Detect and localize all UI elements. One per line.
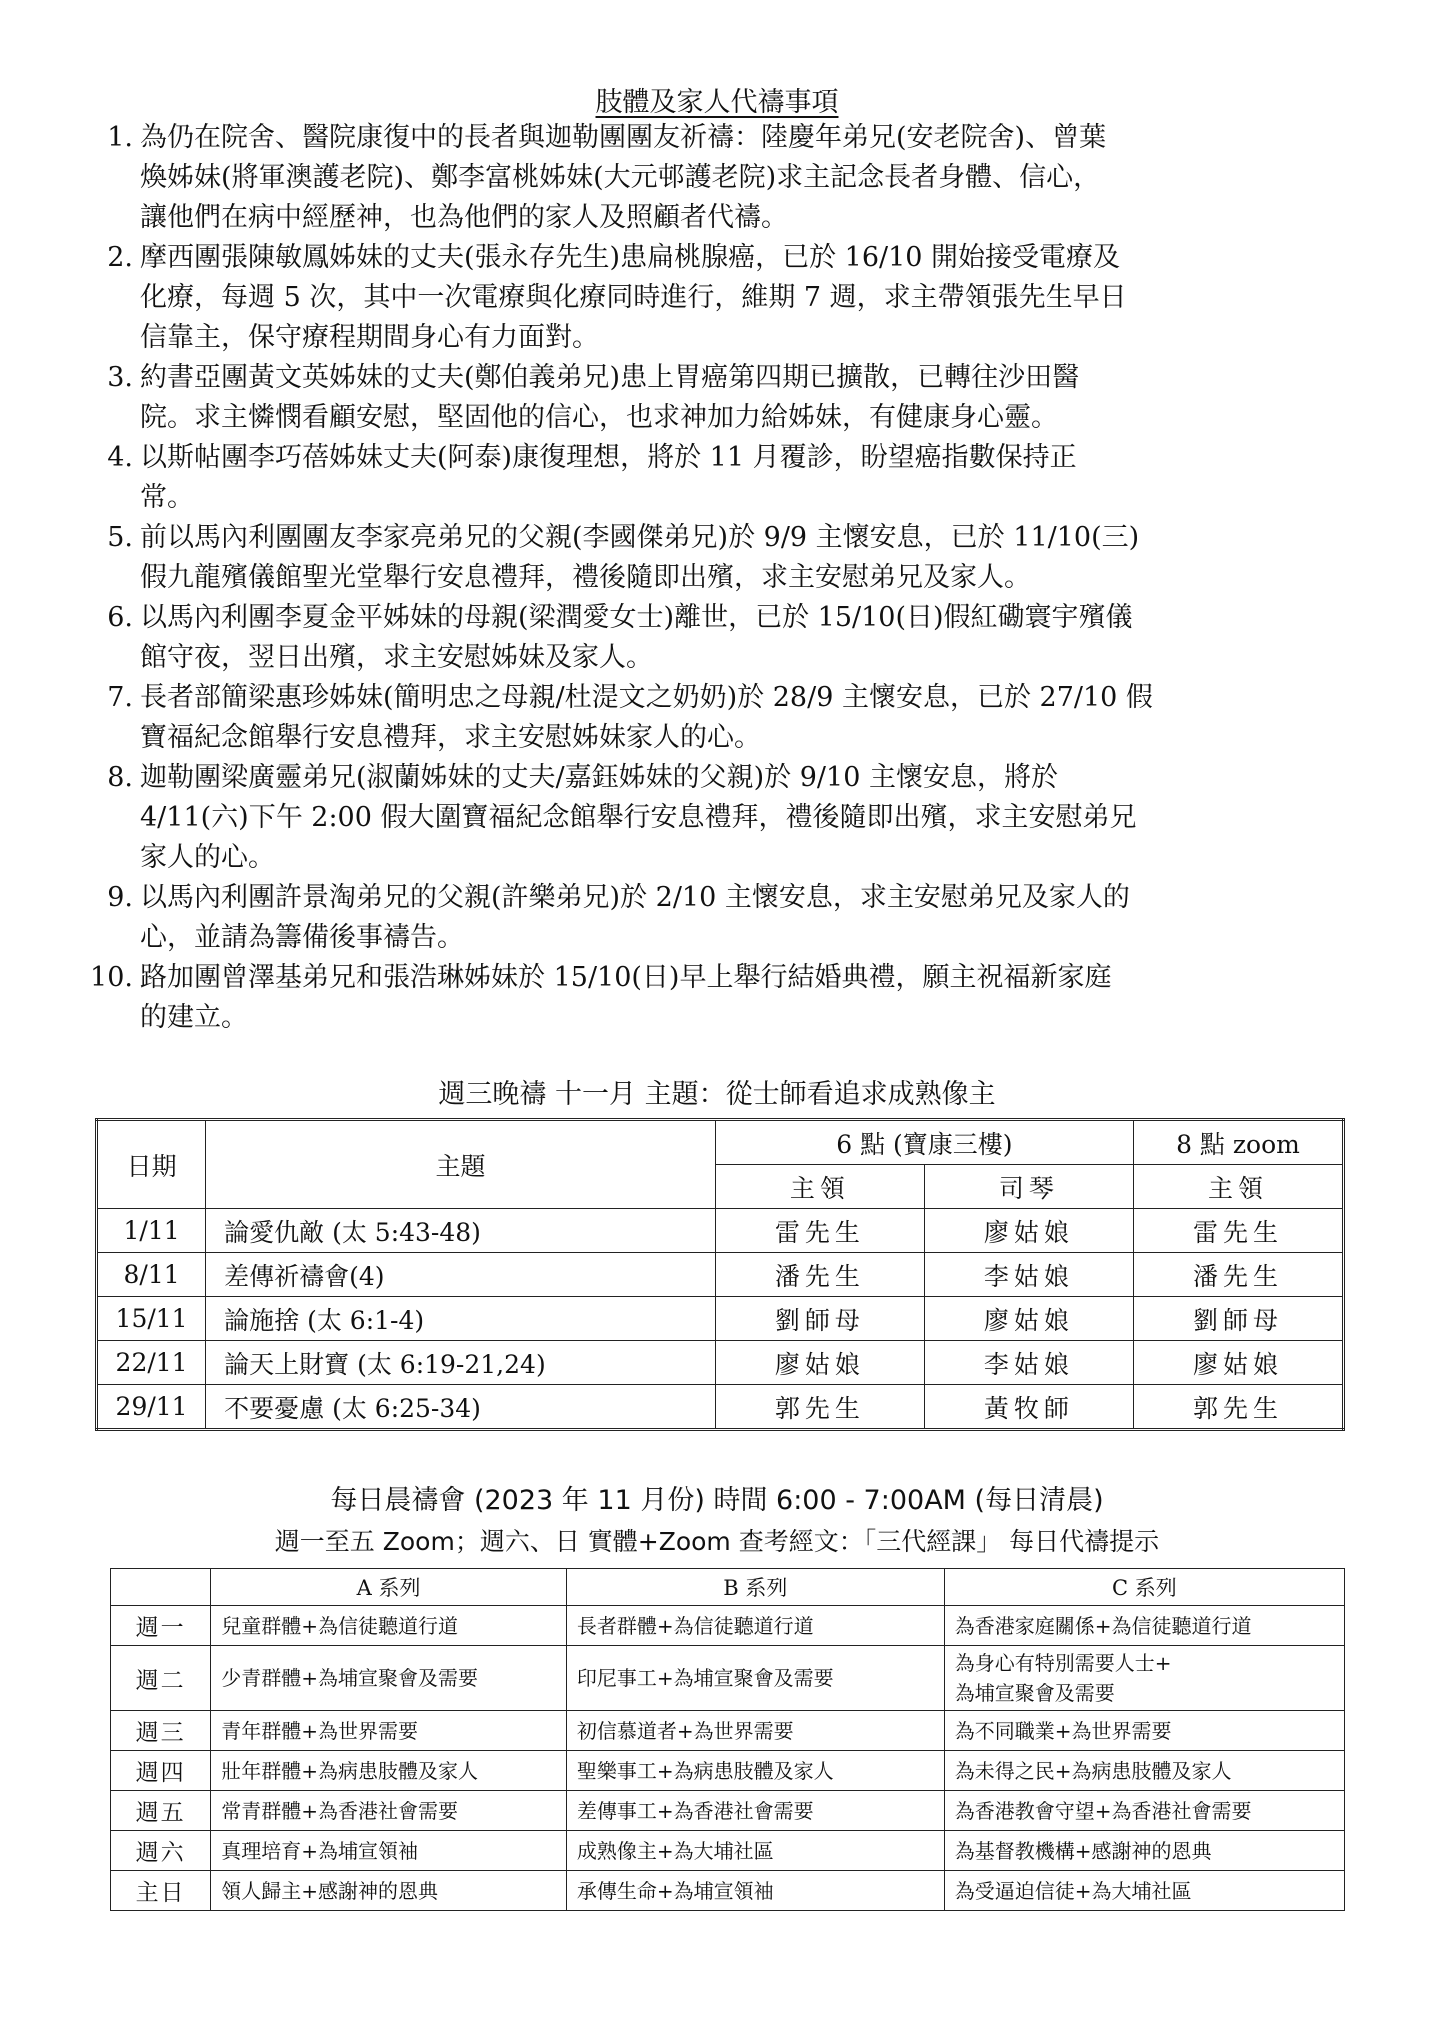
wednesday-title: 週三晚禱 十一月 主題：從士師看追求成熟像主: [438, 1079, 996, 1110]
header-topic: 主題: [206, 1120, 716, 1209]
row-series-b: 初信慕道者+為世界需要: [566, 1711, 944, 1751]
header-day: [111, 1569, 211, 1606]
wednesday-prayer-table: [95, 1118, 1345, 1431]
list-item: 4. 以斯帖團李巧蓓姊妹丈夫(阿泰)康復理想，將於 11 月覆診，盼望癌指數保持正 常。: [107, 442, 1077, 513]
row-series-a: 兒童群體+為信徒聽道行道: [211, 1606, 567, 1646]
row-day: 週六: [111, 1831, 211, 1871]
row-series-c: 為基督教機構+感謝神的恩典: [944, 1831, 1344, 1871]
row-day: 週三: [111, 1711, 211, 1751]
table-row: [111, 1751, 1345, 1791]
row-piano: 廖姑娘: [924, 1209, 1133, 1253]
row-series-b: 長者群體+為信徒聽道行道: [566, 1606, 944, 1646]
header-series-c: C 系列: [944, 1569, 1344, 1606]
row-date: 29/11: [97, 1385, 206, 1430]
row-topic: 差傳祈禱會(4): [206, 1253, 716, 1297]
prayer-list: [75, 118, 1365, 1038]
header-lead-zoom: 主領: [1133, 1165, 1343, 1209]
row-series-c: 為身心有特別需要人士+ 為埔宣聚會及需要: [944, 1646, 1344, 1711]
header-series-a: A 系列: [211, 1569, 567, 1606]
header-lead: 主領: [715, 1165, 924, 1209]
row-day: 週五: [111, 1791, 211, 1831]
row-day: 週一: [111, 1606, 211, 1646]
row-piano: 李姑娘: [924, 1253, 1133, 1297]
row-zoom-lead: 郭先生: [1133, 1385, 1343, 1430]
table-row: [97, 1209, 1344, 1253]
row-date: 8/11: [97, 1253, 206, 1297]
list-item: 2. 摩西團張陳敏鳳姊妹的丈夫(張永存先生)患扁桃腺癌，已於 16/10 開始接受電療及 化療，每週 5 次，其中一次電療與化療同時進行，維期 7 週，求主帶領張先生早日 信靠主，保守療程期間身心有力面對。: [107, 242, 1127, 353]
row-series-c: 為香港家庭關係+為信徒聽道行道: [944, 1606, 1344, 1646]
table-row: [111, 1871, 1345, 1911]
row-series-b: 差傳事工+為香港社會需要: [566, 1791, 944, 1831]
table-row: [97, 1385, 1344, 1430]
morning-title: 每日晨禱會 (2023 年 11 月份) 時間 6:00 - 7:00AM (每日清晨): [330, 1485, 1104, 1516]
header-piano: 司琴: [924, 1165, 1133, 1209]
row-series-a: 青年群體+為世界需要: [211, 1711, 567, 1751]
morning-subtitle: 週一至五 Zoom；週六、日 實體+Zoom 查考經文：「三代經課」 每日代禱提示: [274, 1527, 1160, 1556]
table-row: [111, 1831, 1345, 1871]
morning-prayer-table: [110, 1568, 1345, 1911]
row-topic: 論愛仇敵 (太 5:43-48): [206, 1209, 716, 1253]
row-zoom-lead: 廖姑娘: [1133, 1341, 1343, 1385]
list-item: 3. 約書亞團黃文英姊妹的丈夫(鄭伯義弟兄)患上胃癌第四期已擴散，已轉往沙田醫 院。求主憐憫看顧安慰，堅固他的信心，也求神加力給姊妹，有健康身心靈。: [107, 362, 1080, 433]
row-lead: 雷先生: [715, 1209, 924, 1253]
header-date: 日期: [97, 1120, 206, 1209]
header-series-b: B 系列: [566, 1569, 944, 1606]
table-row: [111, 1791, 1345, 1831]
list-item: 8. 迦勒團梁廣靈弟兄(淑蘭姊妹的丈夫/嘉鈺姊妹的父親)於 9/10 主懷安息，將於 4/11(六)下午 2:00 假大圍寶福紀念館舉行安息禮拜，禮後隨即出殯，求主安慰弟兄 家人的心。: [107, 762, 1137, 873]
row-series-b: 印尼事工+為埔宣聚會及需要: [566, 1646, 944, 1711]
row-piano: 黃牧師: [924, 1385, 1133, 1430]
row-day: 週二: [111, 1646, 211, 1711]
row-series-b: 成熟像主+為大埔社區: [566, 1831, 944, 1871]
row-series-a: 常青群體+為香港社會需要: [211, 1791, 567, 1831]
row-lead: 潘先生: [715, 1253, 924, 1297]
row-day: 主日: [111, 1871, 211, 1911]
table-row: [111, 1646, 1345, 1711]
header-group-zoom: 8 點 zoom: [1133, 1120, 1343, 1165]
list-item: 6. 以馬內利團李夏金平姊妹的母親(梁潤愛女士)離世，已於 15/10(日)假紅磡寰宇殯儀 館守夜，翌日出殯，求主安慰姊妹及家人。: [107, 602, 1133, 673]
row-series-b: 承傳生命+為埔宣領袖: [566, 1871, 944, 1911]
list-item: 7. 長者部簡梁惠珍姊妹(簡明忠之母親/杜湜文之奶奶)於 28/9 主懷安息，已於 27/10 假 寶福紀念館舉行安息禮拜，求主安慰姊妹家人的心。: [107, 682, 1153, 753]
row-topic: 論施捨 (太 6:1-4): [206, 1297, 716, 1341]
row-date: 15/11: [97, 1297, 206, 1341]
row-topic: 論天上財寶 (太 6:19-21,24): [206, 1341, 716, 1385]
list-item: 5. 前以馬內利團團友李家亮弟兄的父親(李國傑弟兄)於 9/9 主懷安息，已於 11/10(三) 假九龍殯儀館聖光堂舉行安息禮拜，禮後隨即出殯，求主安慰弟兄及家人。: [107, 522, 1140, 593]
row-series-c: 為未得之民+為病患肢體及家人: [944, 1751, 1344, 1791]
row-series-a: 少青群體+為埔宣聚會及需要: [211, 1646, 567, 1711]
row-lead: 郭先生: [715, 1385, 924, 1430]
row-series-c: 為不同職業+為世界需要: [944, 1711, 1344, 1751]
list-item: 1. 為仍在院舍、醫院康復中的長者與迦勒團團友祈禱：陸慶年弟兄(安老院舍)、曾葉 煥姊妹(將軍澳護老院)、鄭李富桃姊妹(大元邨護老院)求主記念長者身體、信心， 讓他們在病中經歷神，也為他們的家人及照顧者代禱。: [107, 122, 1107, 233]
row-series-a: 領人歸主+感謝神的恩典: [211, 1871, 567, 1911]
row-topic: 不要憂慮 (太 6:25-34): [206, 1385, 716, 1430]
row-zoom-lead: 潘先生: [1133, 1253, 1343, 1297]
table-row: [97, 1341, 1344, 1385]
list-item: 10. 路加團曾澤基弟兄和張浩琳姊妹於 15/10(日)早上舉行結婚典禮，願主祝福新家庭 的建立。: [90, 962, 1112, 1033]
row-piano: 李姑娘: [924, 1341, 1133, 1385]
row-date: 1/11: [97, 1209, 206, 1253]
table-row: [111, 1711, 1345, 1751]
row-series-b: 聖樂事工+為病患肢體及家人: [566, 1751, 944, 1791]
row-zoom-lead: 雷先生: [1133, 1209, 1343, 1253]
row-date: 22/11: [97, 1341, 206, 1385]
row-series-c: 為受逼迫信徒+為大埔社區: [944, 1871, 1344, 1911]
row-lead: 廖姑娘: [715, 1341, 924, 1385]
row-series-c: 為香港教會守望+為香港社會需要: [944, 1791, 1344, 1831]
row-series-a: 壯年群體+為病患肢體及家人: [211, 1751, 567, 1791]
table-row: [97, 1253, 1344, 1297]
row-series-a: 真理培育+為埔宣領袖: [211, 1831, 567, 1871]
prayer-title: 肢體及家人代禱事項: [595, 87, 839, 118]
header-group-6pm: 6 點 (寶康三樓): [715, 1120, 1133, 1165]
row-piano: 廖姑娘: [924, 1297, 1133, 1341]
row-lead: 劉師母: [715, 1297, 924, 1341]
table-row: [111, 1606, 1345, 1646]
row-zoom-lead: 劉師母: [1133, 1297, 1343, 1341]
list-item: 9. 以馬內利團許景淘弟兄的父親(許樂弟兄)於 2/10 主懷安息，求主安慰弟兄及家人的 心，並請為籌備後事禱告。: [107, 882, 1130, 953]
table-row: [97, 1297, 1344, 1341]
row-day: 週四: [111, 1751, 211, 1791]
